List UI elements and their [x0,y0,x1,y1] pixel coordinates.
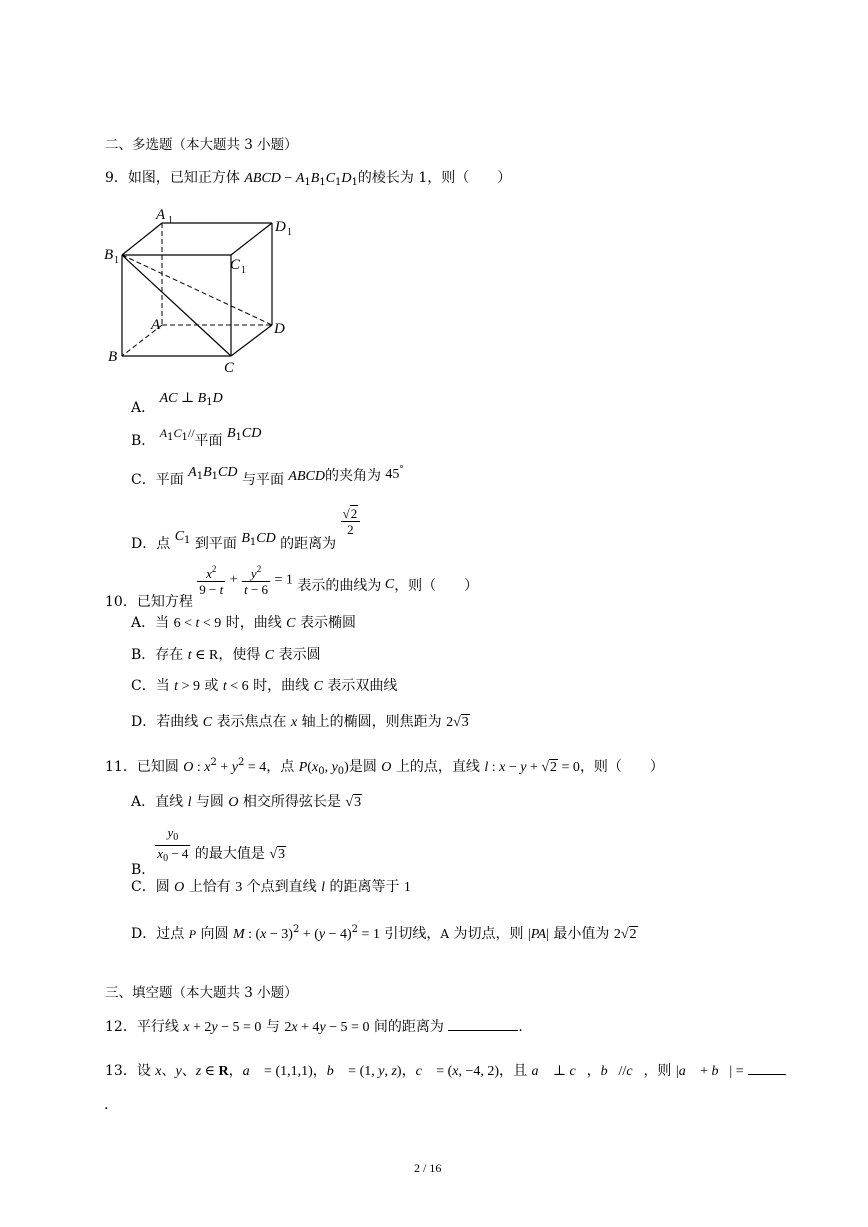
label-A1-sub: 1 [168,215,173,226]
q11-option-a: A．直线 l 与圆 O 相交所得弦长是 √3 [131,794,362,810]
label-C: C [224,360,235,376]
label-B1: B [104,247,114,263]
question-9-stem: 9．如图，已知正方体 [105,170,245,186]
label-A1: A [156,207,166,223]
page-number: 2 / 16 [414,1161,442,1175]
q9-option-c: C．平面 $A_1B_1CD$ 与平面 ABCD的夹角为 45° [131,464,404,488]
question-11: 11．已知圆 O : $x^2 + y^2 = 4$，点 $P(x_0$, $y_0$)是圆 O 上的点，直线 l : x − y + √2 = 0，则（ ） [105,757,664,777]
question-13: 13．设 x、y、z ∈ R，a⃗ = (1,1,1)，b⃗ = (1, y, z)，c⃗ = (x, −4, 2)，且 a⃗ ⊥ c⃗，b⃗//c⃗，则 |a⃗ + b⃗| = [105,1064,786,1079]
question-13-tail: . [104,1097,109,1113]
label-B1-sub: 1 [114,255,119,266]
label-D1: D [275,219,286,235]
q10-option-c: C．当 t > 9 或 t < 6 时，曲线 C 表示双曲线 [131,678,398,694]
question-9: 9．如图，已知正方体 ABCD − $A_1B_1C_1D_1$的棱长为 1，则（ ） [105,170,512,188]
label-C1: C [230,257,241,273]
q10-option-d: D．若曲线 C 表示焦点在 x 轴上的椭圆，则焦距为 2√3 [131,714,469,730]
q10-option-a: A．当 6 < t < 9 时，曲线 C 表示椭圆 [131,615,356,631]
label-C1-sub: 1 [241,265,246,276]
question-10: 10．已知方程 $\frac{x^2}{9 - t}$ + $\frac{y^2}{t - 6}$ = 1 表示的曲线为 C，则（ ） [105,564,479,610]
q9-option-a: A． AC ⊥ $B_1D$ [131,391,223,416]
q11-option-c: C．圆 O 上恰有 3 个点到直线 l 的距离等于 1 [131,879,411,895]
q11-option-d: D．过点 P 向圆 M : $(x - 3)^2 + (y - 4)^2 = 1$ 引切线，A 为切点，则 |PA| 最小值为 2√2 [131,924,637,942]
section-title-multiple-choice: 二、多选题（本大题共 3 小题） [105,137,298,153]
label-A: A [151,317,161,333]
q10-option-b: B．存在 t ∈ R，使得 C 表示圆 [131,647,321,663]
q9-option-d: D．点 $C_1$ 到平面 $B_1CD$ 的距离为 $\frac{√2}{2}$ [131,500,360,531]
label-D: D [274,321,285,337]
section-title-fill-in: 三、填空题（本大题共 3 小题） [105,985,298,1001]
label-D1-sub: 1 [287,227,292,238]
cube-figure [100,205,300,380]
q9-option-b: B． $A_1C_1//$平面 $B_1CD$ [131,426,262,449]
question-12: 12．平行线 x + 2y − 5 = 0 与 2x + 4y − 5 = 0 间的距离为 . [105,1019,523,1035]
q11-option-b: B． $\frac{y_0}{x_0 - 4}$ 的最大值是 √3 [131,825,286,878]
label-B: B [108,349,118,365]
